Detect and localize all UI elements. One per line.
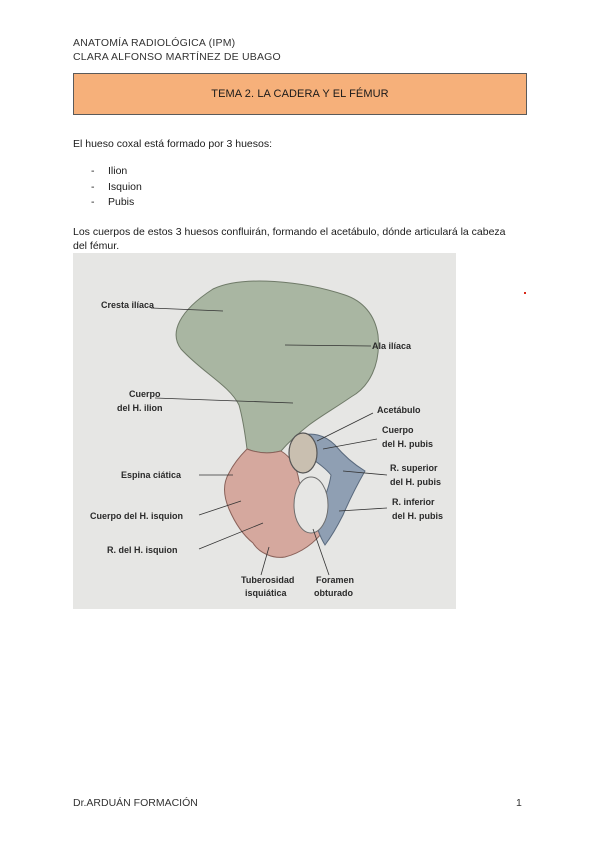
- page-title-text: TEMA 2. LA CADERA Y EL FÉMUR: [211, 88, 389, 100]
- label-cuerpo-isquion: Cuerpo del H. isquion: [90, 511, 184, 521]
- page-number: 1: [516, 797, 522, 809]
- label-cuerpo-pubis-1: Cuerpo: [382, 425, 414, 435]
- footer-publisher: Dr.ARDUÁN FORMACIÓN: [73, 797, 198, 809]
- label-cuerpo-ilion-2: del H. ilion: [117, 403, 163, 413]
- obturator-foramen: [294, 477, 328, 533]
- label-foramen-2: obturado: [314, 588, 353, 598]
- label-r-superior-2: del H. pubis: [390, 477, 442, 487]
- page-title: [73, 73, 527, 115]
- label-acetabulo: Acetábulo: [377, 405, 421, 415]
- list-item: - Isquion: [73, 180, 142, 196]
- label-ala-iliaca: Ala ilíaca: [372, 341, 412, 351]
- red-mark: [524, 292, 526, 294]
- label-foramen-1: Foramen: [316, 575, 355, 585]
- list-item: - Ilion: [73, 164, 142, 180]
- label-espina-ciatica: Espina ciática: [121, 470, 182, 480]
- hip-bone-illustration: [73, 253, 456, 609]
- body-paragraph: Los cuerpos de estos 3 huesos confluirán, formando el acetábulo, dónde articulará la cabeza del fémur.: [73, 226, 506, 252]
- acetabulum: [289, 433, 317, 473]
- label-cresta-iliaca: Cresta ilíaca: [101, 300, 155, 310]
- label-r-superior-1: R. superior: [390, 463, 438, 473]
- label-tuberosidad-1: Tuberosidad: [241, 575, 295, 585]
- label-r-isquion: R. del H. isquion: [107, 545, 178, 555]
- document-header: [73, 36, 281, 64]
- bones-list: [73, 164, 142, 211]
- header-author: CLARA ALFONSO MARTÍNEZ DE UBAGO: [73, 51, 281, 63]
- label-r-inferior-2: del H. pubis: [392, 511, 444, 521]
- label-cuerpo-ilion-1: Cuerpo: [129, 389, 161, 399]
- intro-text: El hueso coxal está formado por 3 huesos:: [73, 138, 273, 150]
- hip-bone-figure: [73, 253, 456, 609]
- label-tuberosidad-2: isquiática: [245, 588, 287, 598]
- label-cuerpo-pubis-2: del H. pubis: [382, 439, 434, 449]
- label-r-inferior-1: R. inferior: [392, 497, 435, 507]
- header-course: ANATOMÍA RADIOLÓGICA (IPM): [73, 37, 236, 49]
- list-item: - Pubis: [73, 195, 142, 211]
